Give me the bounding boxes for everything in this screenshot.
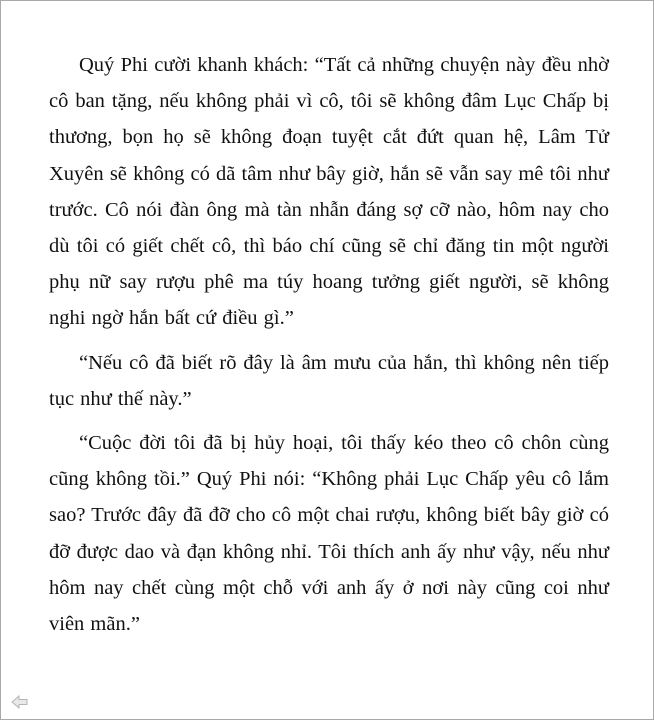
document-body xyxy=(49,47,609,642)
paragraph-2: “Nếu cô đã biết rõ đây là âm mưu của hắn, thì không nên tiếp tục như thế này.” xyxy=(49,351,609,410)
back-arrow-icon[interactable] xyxy=(11,695,29,709)
paragraph-3: “Cuộc đời tôi đã bị hủy hoại, tôi thấy kéo theo cô chôn cùng cũng không tồi.” Quý Phi nói: “Không phải Lục Chấp yêu cô lắm sao? Trước đây đã đỡ cho cô một chai rượu, không biết bây giờ có đỡ được dao và đạn không nhỉ. Tôi thích anh ấy như vậy, nếu như hôm nay chết cùng một chỗ với anh ấy ở nơi này cũng coi như viên mãn.” xyxy=(49,432,609,636)
paragraph-1: Quý Phi cười khanh khách: “Tất cả những chuyện này đều nhờ cô ban tặng, nếu không phải vì cô, tôi sẽ không đâm Lục Chấp bị thương, bọn họ sẽ không đoạn tuyệt cắt đứt quan hệ, Lâm Tử Xuyên sẽ không có dã tâm như bây giờ, hắn sẽ vẫn say mê tôi như trước. Cô nói đàn ông mà tàn nhẫn đáng sợ cỡ nào, hôm nay cho dù tôi có giết chết cô, thì báo chí cũng sẽ chỉ đăng tin một người phụ nữ say rượu phê ma túy hoang tưởng giết người, sẽ không nghi ngờ hắn bất cứ điều gì.” xyxy=(49,54,609,330)
